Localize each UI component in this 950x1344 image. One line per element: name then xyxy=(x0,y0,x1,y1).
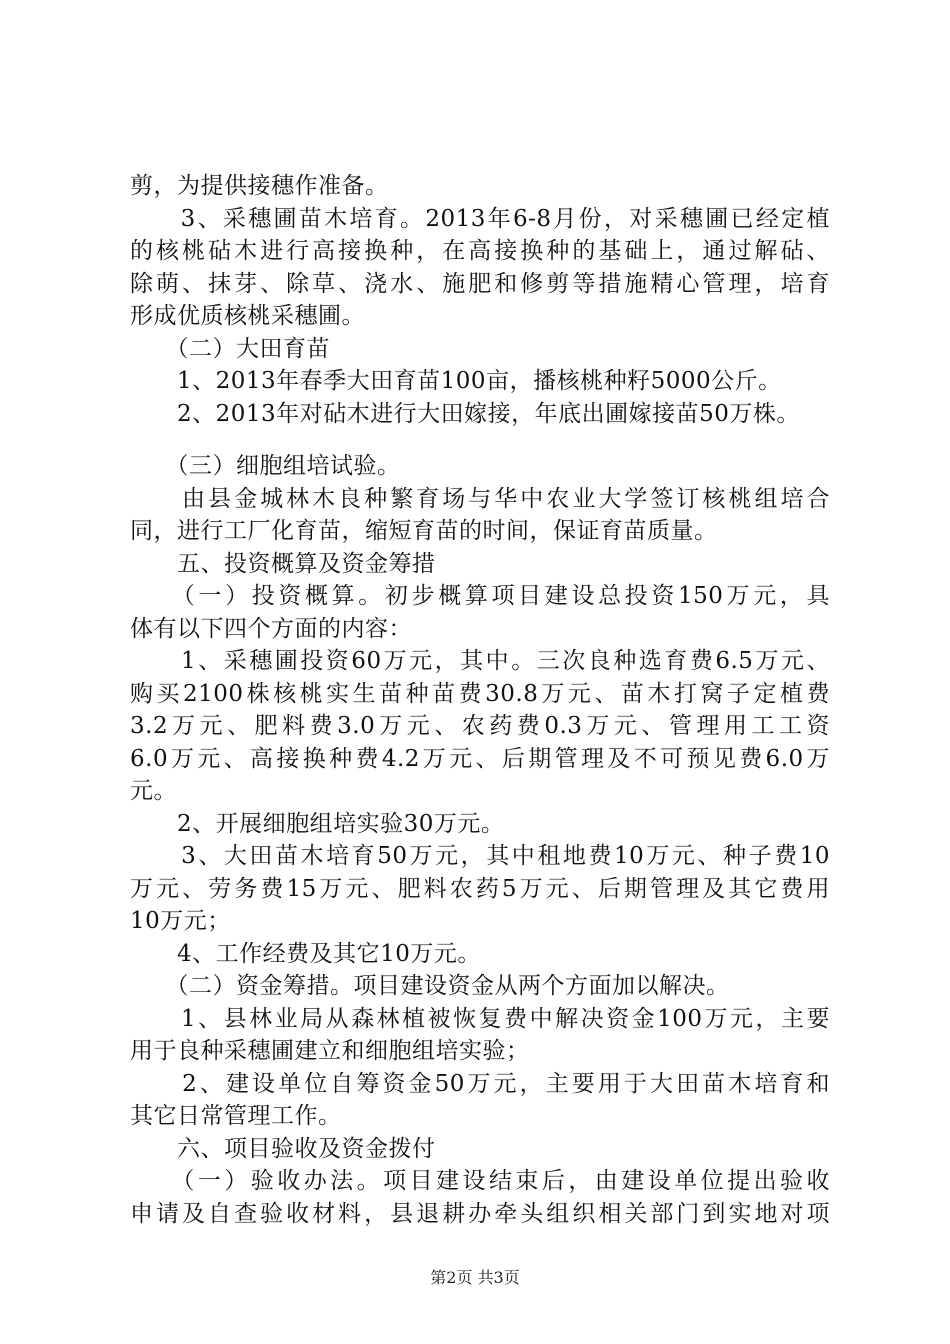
section-heading: 六、项目验收及资金拨付 xyxy=(130,1135,436,1162)
paragraph-line: 形成优质核桃采穗圃。 xyxy=(130,303,365,329)
paragraph-line: 3、大田苗木培育50万元，其中租地费10万元、种子费10 xyxy=(130,843,830,869)
paragraph-line: 万元、劳务费15万元、肥料农药5万元、后期管理及其它费用 xyxy=(130,875,830,902)
paragraph-gap xyxy=(130,430,830,450)
paragraph-line: 3.2万元、肥料费3.0万元、农药费0.3万元、管理用工工资 xyxy=(130,713,830,739)
paragraph-line: 3、采穗圃苗木培育。2013年6-8月份，对采穗圃已经定植 xyxy=(130,205,830,232)
paragraph-line: 申请及自查验收材料，县退耕办牵头组织相关部门到实地对项 xyxy=(130,1200,830,1227)
section-heading: （二）资金筹措。项目建设资金从两个方面加以解决。 xyxy=(130,973,730,999)
paragraph-line: 其它日常管理工作。 xyxy=(130,1103,342,1129)
paragraph-line: （一）投资概算。初步概算项目建设总投资150万元，具 xyxy=(130,583,830,609)
section-heading: 五、投资概算及资金筹措 xyxy=(130,550,436,577)
document-body xyxy=(130,170,830,1230)
paragraph-line: 的核桃砧木进行高接换种，在高接换种的基础上，通过解砧、 xyxy=(130,238,830,264)
paragraph-line: 剪，为提供接穗作准备。 xyxy=(130,173,389,199)
paragraph-line: 2、2013年对砧木进行大田嫁接，年底出圃嫁接苗50万株。 xyxy=(130,400,800,427)
section-heading: （三）细胞组培试验。 xyxy=(130,453,401,479)
paragraph-line: 除萌、抹芽、除草、浇水、施肥和修剪等措施精心管理，培育 xyxy=(130,270,830,297)
paragraph-line: 4、工作经费及其它10万元。 xyxy=(130,940,481,967)
paragraph-line: （一）验收办法。项目建设结束后，由建设单位提出验收 xyxy=(130,1168,830,1194)
section-heading: （二）大田育苗 xyxy=(130,335,330,362)
paragraph-line: 1、2013年春季大田育苗100亩，播核桃种籽5000公斤。 xyxy=(130,368,782,394)
paragraph-line: 1、县林业局从森林植被恢复费中解决资金100万元，主要 xyxy=(130,1005,830,1032)
paragraph-line: 由县金城林木良种繁育场与华中农业大学签订核桃组培合 xyxy=(130,485,830,512)
paragraph-line: 6.0万元、高接换种费4.2万元、后期管理及不可预见费6.0万 xyxy=(130,745,830,772)
paragraph-line: 2、建设单位自筹资金50万元，主要用于大田苗木培育和 xyxy=(130,1070,830,1097)
paragraph-line: 1、采穗圃投资60万元，其中。三次良种选育费6.5万元、 xyxy=(130,648,830,674)
paragraph-line: 2、开展细胞组培实验30万元。 xyxy=(130,810,505,837)
page-number-footer: 第2页 共3页 xyxy=(430,1268,520,1287)
paragraph-line: 体有以下四个方面的内容： xyxy=(130,615,412,642)
paragraph-line: 元。 xyxy=(130,778,177,804)
paragraph-line: 同，进行工厂化育苗，缩短育苗的时间，保证育苗质量。 xyxy=(130,518,718,544)
paragraph-line: 10万元； xyxy=(130,908,231,934)
paragraph-line: 用于良种采穗圃建立和细胞组培实验； xyxy=(130,1038,530,1064)
paragraph-line: 购买2100株核桃实生苗种苗费30.8万元、苗木打窝子定植费 xyxy=(130,680,830,707)
